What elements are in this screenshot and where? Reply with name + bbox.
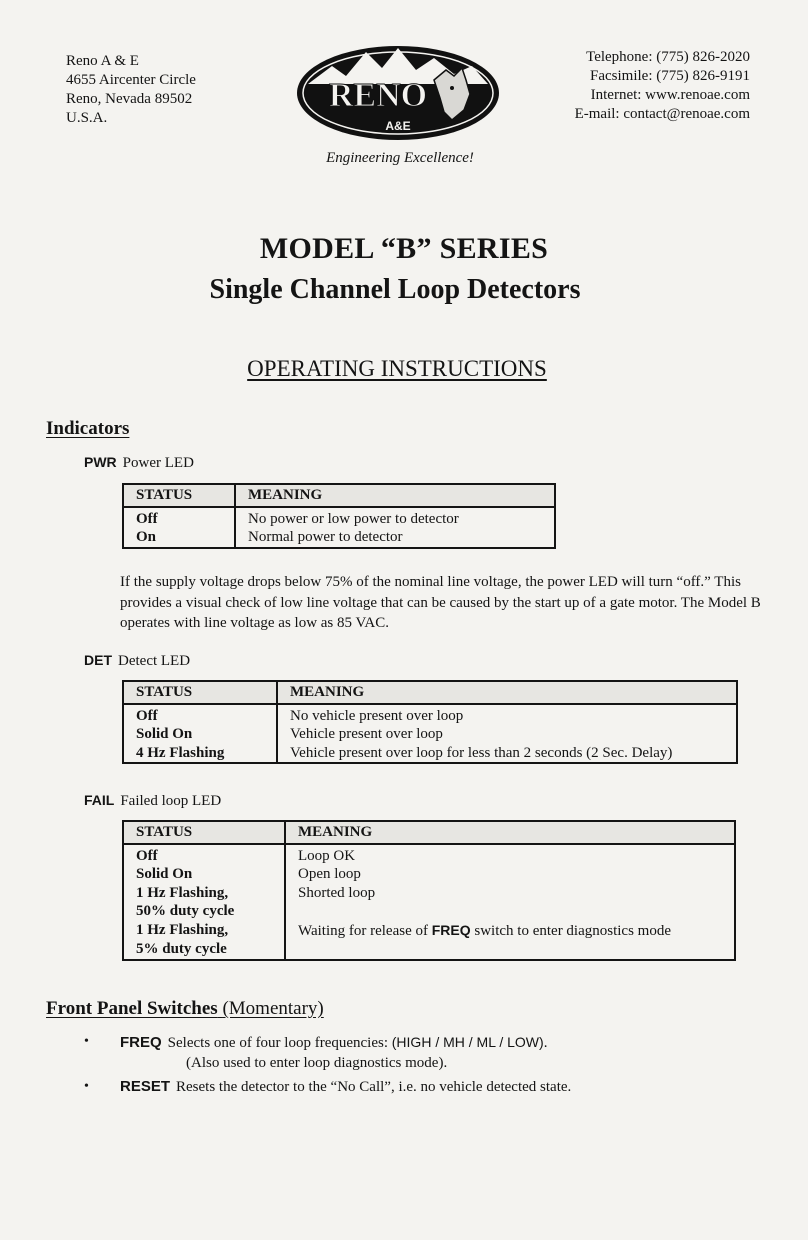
meaning-cell: Normal power to detector	[248, 529, 403, 545]
pwr-status-table	[122, 483, 556, 549]
meaning-cell: Open loop	[298, 866, 361, 882]
status-cell: Solid On	[123, 865, 285, 884]
logo-subtext: A&E	[385, 119, 411, 133]
status-cell: 50% duty cycle	[123, 902, 285, 921]
status-cell: On	[123, 528, 235, 548]
table-row	[123, 507, 555, 529]
frequency-options: (HIGH / MH / ML / LOW)	[391, 1034, 544, 1050]
meaning-cell: Shorted loop	[298, 884, 376, 901]
meaning-cell	[285, 940, 735, 960]
list-item	[80, 1077, 780, 1097]
fail-code: FAIL	[84, 792, 115, 808]
meaning-header: MEANING	[277, 681, 737, 704]
status-cell: Off	[123, 844, 285, 866]
switch-description-line2: (Also used to enter loop diagnostics mode).	[186, 1055, 448, 1071]
fail-led-label	[84, 792, 221, 810]
freq-key-label: FREQ	[431, 921, 471, 938]
indicators-heading: Indicators	[46, 418, 130, 439]
switch-key: FREQ	[120, 1034, 162, 1051]
det-code: DET	[84, 652, 112, 668]
det-name: Detect LED	[118, 653, 191, 669]
contact-web: Internet: www.renoae.com	[590, 87, 750, 103]
reno-ae-logo	[294, 40, 502, 142]
meaning-text: Waiting for release of	[298, 922, 432, 939]
table-row	[123, 902, 735, 921]
meaning-cell: Loop OK	[298, 847, 356, 864]
table-header-row	[123, 821, 735, 844]
table-row	[123, 940, 735, 960]
status-cell: Off	[123, 704, 277, 726]
wolf-eye-icon	[450, 86, 454, 90]
meaning-cell	[285, 902, 735, 921]
table-row	[123, 921, 735, 941]
status-header: STATUS	[123, 681, 277, 704]
status-cell: 5% duty cycle	[123, 940, 285, 960]
det-led-label	[84, 652, 190, 670]
status-cell: 1 Hz Flashing,	[123, 884, 285, 903]
status-cell: 4 Hz Flashing	[123, 744, 277, 764]
table-row	[123, 744, 737, 764]
switch-description: Resets the detector to the “No Call”, i.e. no vehicle detected state.	[176, 1079, 572, 1095]
address-line: U.S.A.	[66, 110, 108, 126]
switch-key: RESET	[120, 1078, 171, 1095]
table-header-row	[123, 681, 737, 704]
contact-phone: Telephone: (775) 826-2020	[586, 49, 750, 65]
meaning-cell	[285, 921, 735, 941]
pwr-led-label	[84, 454, 194, 472]
logo-text: RENO	[328, 77, 428, 114]
switch-description: Selects one of four loop frequencies:	[167, 1035, 392, 1051]
status-cell: 1 Hz Flashing,	[123, 921, 285, 941]
status-cell: Solid On	[123, 725, 277, 744]
table-row	[123, 844, 735, 866]
company-contact	[575, 48, 750, 124]
det-status-table	[122, 680, 738, 764]
meaning-header: MEANING	[285, 821, 735, 844]
status-header: STATUS	[123, 484, 235, 507]
address-line: 4655 Aircenter Circle	[66, 72, 196, 88]
fail-status-table	[122, 820, 736, 961]
switches-heading-text: Front Panel Switches	[46, 998, 218, 1019]
switch-list	[80, 1032, 780, 1101]
pwr-code: PWR	[84, 454, 117, 470]
operating-instructions-heading: OPERATING INSTRUCTIONS	[247, 356, 547, 381]
meaning-cell: No power or low power to detector	[248, 510, 459, 527]
tagline: Engineering Excellence!	[326, 150, 474, 166]
table-row	[123, 884, 735, 903]
pwr-note-paragraph: If the supply voltage drops below 75% of the nominal line voltage, the power LED will turn “off.” This provides a visual check of low line voltage that can be caused by the start up of a gate motor. The Model B operates with line voltage as low as 85 VAC.	[120, 574, 761, 631]
table-row	[123, 704, 737, 726]
meaning-cell: No vehicle present over loop	[290, 707, 464, 724]
front-panel-switches-heading	[46, 998, 324, 1020]
status-cell: Off	[123, 507, 235, 529]
document-subtitle: Single Channel Loop Detectors	[209, 274, 581, 305]
contact-email: E-mail: contact@renoae.com	[574, 106, 750, 122]
meaning-header: MEANING	[235, 484, 555, 507]
document-title: MODEL “B” SERIES	[259, 232, 549, 265]
meaning-text: switch to enter diagnostics mode	[470, 922, 672, 939]
table-row	[123, 725, 737, 744]
company-address	[66, 52, 196, 128]
punctuation: .	[543, 1035, 548, 1051]
meaning-cell: Vehicle present over loop for less than 2 seconds (2 Sec. Delay)	[290, 744, 673, 761]
status-header: STATUS	[123, 821, 285, 844]
address-line: Reno A & E	[66, 53, 139, 69]
table-row	[123, 865, 735, 884]
switches-heading-paren: (Momentary)	[222, 998, 324, 1019]
address-line: Reno, Nevada 89502	[66, 91, 193, 107]
bullet-icon: •	[84, 1079, 89, 1094]
table-row	[123, 528, 555, 548]
list-item	[80, 1032, 780, 1073]
bullet-icon: •	[84, 1034, 89, 1049]
contact-fax: Facsimile: (775) 826-9191	[590, 68, 750, 84]
pwr-name: Power LED	[122, 455, 194, 471]
fail-name: Failed loop LED	[120, 793, 222, 809]
meaning-cell: Vehicle present over loop	[290, 726, 443, 742]
table-header-row	[123, 484, 555, 507]
